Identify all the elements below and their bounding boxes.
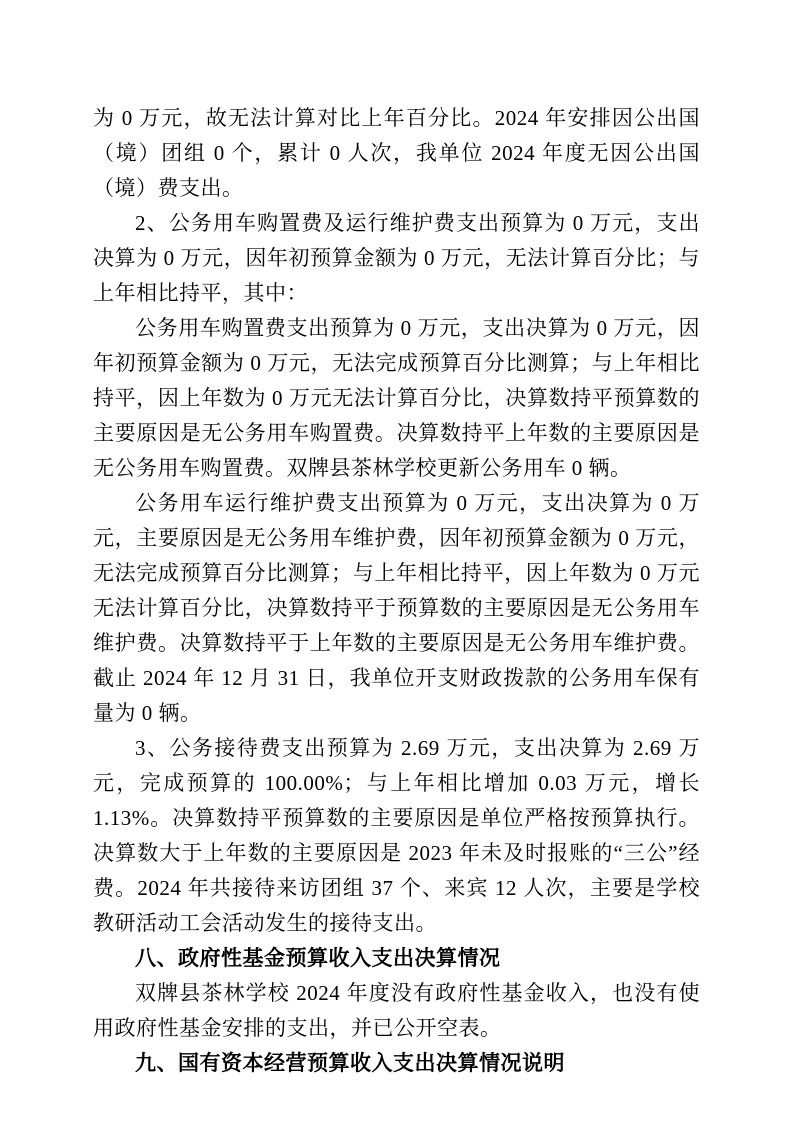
paragraph-vehicle-total: 2、公务用车购置费及运行维护费支出预算为 0 万元，支出决算为 0 万元，因年初预算金额为 0 万元，无法计算百分比；与上年相比持平，其中： [93,211,700,305]
paragraph-vehicle-maintenance: 公务用车运行维护费支出预算为 0 万元，支出决算为 0 万元，主要原因是无公务用车维护费，因年初预算金额为 0 万元，无法完成预算百分比测算；与上年相比持平，因上年数为 0 万元无法计算百分比，决算数持平于预算数的主要原因是无公务用车维护费。决算数持平于上年数的主要原因是无公务用车维护费。截止 2024 年 12 月 31 日，我单位开支财政拨款的公务用车保有量为 0 辆。 [93,491,700,725]
paragraph-government-fund: 双牌县茶林学校 2024 年度没有政府性基金收入，也没有使用政府性基金安排的支出，并已公开空表。 [93,981,700,1040]
paragraph-vehicle-purchase: 公务用车购置费支出预算为 0 万元，支出决算为 0 万元，因年初预算金额为 0 万元，无法完成预算百分比测算；与上年相比持平，因上年数为 0 万元无法计算百分比，决算数持平预算数的主要原因是无公务用车购置费。决算数持平上年数的主要原因是无公务用车购置费。双牌县茶林学校更新公务用车 0 辆。 [93,316,700,480]
document-content [93,101,700,1081]
section-heading-8-government-fund: 八、政府性基金预算收入支出决算情况 [135,947,501,970]
paragraph-official-reception: 3、公务接待费支出预算为 2.69 万元，支出决算为 2.69 万元，完成预算的 100.00%；与上年相比增加 0.03 万元，增长 1.13%。决算数持平预算数的主要原因是单位严格按预算执行。决算数大于上年数的主要原因是 2023 年未及时报账的“三公”经费。2024 年共接待来访团组 37 个、来宾 12 人次，主要是学校教研活动工会活动发生的接待支出。 [93,736,700,935]
paragraph-continuation-overseas-travel: 为 0 万元，故无法计算对比上年百分比。2024 年安排因公出国（境）团组 0 个，累计 0 人次，我单位 2024 年度无因公出国（境）费支出。 [93,106,700,200]
section-heading-9-state-capital: 九、国有资本经营预算收入支出决算情况说明 [135,1052,565,1075]
